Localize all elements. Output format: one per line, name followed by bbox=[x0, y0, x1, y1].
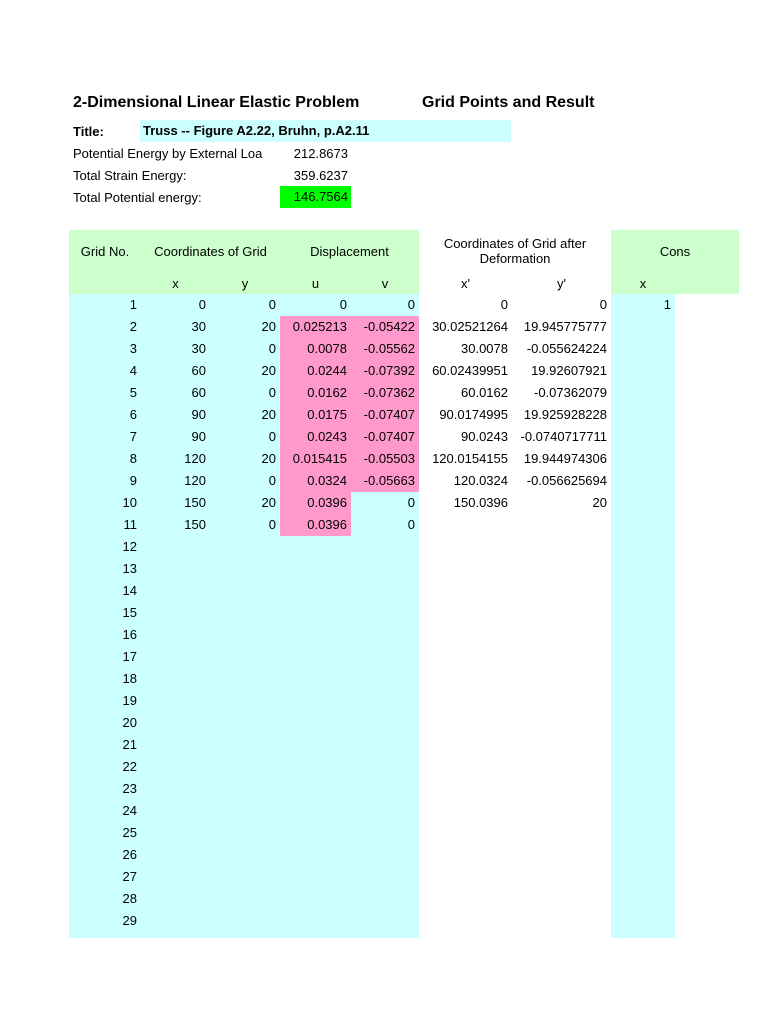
cell-y[interactable] bbox=[210, 844, 280, 866]
cell-cons-x[interactable] bbox=[611, 514, 675, 536]
cell-x-prime bbox=[419, 778, 512, 800]
cell-v[interactable]: -0.07392 bbox=[351, 360, 419, 382]
cell-v[interactable] bbox=[351, 558, 419, 580]
cell-x-prime bbox=[419, 558, 512, 580]
table-bottom-edge bbox=[69, 932, 419, 938]
cell-v[interactable] bbox=[351, 580, 419, 602]
cell-x[interactable]: 90 bbox=[141, 404, 210, 426]
cell-y[interactable] bbox=[210, 866, 280, 888]
cell-cons-x[interactable] bbox=[611, 646, 675, 668]
cell-y[interactable] bbox=[210, 668, 280, 690]
subheader-u: u bbox=[280, 272, 351, 294]
cell-grid-no: 9 bbox=[69, 470, 141, 492]
cell-v[interactable] bbox=[351, 646, 419, 668]
cell-y-prime bbox=[512, 602, 611, 624]
cell-u[interactable]: 0.0243 bbox=[280, 426, 351, 448]
cell-v[interactable]: 0 bbox=[351, 492, 419, 514]
col-header-coords-after: Coordinates of Grid after Deformation bbox=[443, 236, 587, 266]
cell-grid-no: 16 bbox=[69, 624, 141, 646]
cell-grid-no: 25 bbox=[69, 822, 141, 844]
cell-y[interactable] bbox=[210, 756, 280, 778]
cell-x-prime bbox=[419, 646, 512, 668]
cell-grid-no: 29 bbox=[69, 910, 141, 932]
cell-grid-no: 24 bbox=[69, 800, 141, 822]
cell-grid-no: 28 bbox=[69, 888, 141, 910]
cell-y-prime bbox=[512, 844, 611, 866]
cell-cons-x[interactable] bbox=[611, 712, 675, 734]
cell-grid-no: 5 bbox=[69, 382, 141, 404]
cell-cons-x[interactable] bbox=[611, 800, 675, 822]
cell-grid-no: 19 bbox=[69, 690, 141, 712]
cell-v[interactable]: -0.05503 bbox=[351, 448, 419, 470]
cell-cons-x[interactable] bbox=[611, 426, 675, 448]
cell-u[interactable]: 0.025213 bbox=[280, 316, 351, 338]
cell-x[interactable] bbox=[141, 800, 210, 822]
cell-x[interactable]: 0 bbox=[141, 294, 210, 316]
cell-x-prime: 30.0078 bbox=[461, 341, 508, 356]
cell-y[interactable] bbox=[210, 734, 280, 756]
cell-grid-no: 4 bbox=[69, 360, 141, 382]
cell-y[interactable] bbox=[210, 536, 280, 558]
cell-y-prime bbox=[512, 778, 611, 800]
col-header-coordinates: Coordinates of Grid bbox=[141, 230, 280, 272]
pe-external-label: Potential Energy by External Loa bbox=[73, 146, 263, 161]
cell-v[interactable] bbox=[351, 668, 419, 690]
cell-x-prime bbox=[419, 668, 512, 690]
cell-y-prime: 19.92607921 bbox=[531, 363, 607, 378]
cell-cons-x[interactable] bbox=[611, 602, 675, 624]
cell-y-prime bbox=[512, 910, 611, 932]
cell-u[interactable] bbox=[280, 624, 351, 646]
cell-v[interactable] bbox=[351, 778, 419, 800]
cell-v[interactable] bbox=[351, 536, 419, 558]
cell-y-prime: -0.07362079 bbox=[533, 385, 607, 400]
total-pe-label: Total Potential energy: bbox=[73, 190, 202, 205]
cell-v[interactable]: -0.05562 bbox=[351, 338, 419, 360]
cell-x[interactable]: 90 bbox=[141, 426, 210, 448]
cell-x-prime bbox=[419, 712, 512, 734]
cell-cons-x[interactable] bbox=[611, 404, 675, 426]
cell-cons-x[interactable] bbox=[611, 382, 675, 404]
cell-y[interactable] bbox=[210, 602, 280, 624]
cell-y[interactable] bbox=[210, 778, 280, 800]
cell-x-prime bbox=[419, 734, 512, 756]
cell-x[interactable] bbox=[141, 558, 210, 580]
cell-y-prime bbox=[512, 800, 611, 822]
cell-y[interactable] bbox=[210, 822, 280, 844]
cell-cons-x[interactable] bbox=[611, 580, 675, 602]
cell-v[interactable] bbox=[351, 910, 419, 932]
cell-x-prime bbox=[419, 536, 512, 558]
cell-y-prime: -0.0740717711 bbox=[520, 429, 607, 444]
cell-x[interactable]: 60 bbox=[141, 360, 210, 382]
cell-y-prime: 19.945775777 bbox=[523, 319, 607, 334]
cell-y[interactable] bbox=[210, 580, 280, 602]
cell-y-prime bbox=[512, 624, 611, 646]
cell-grid-no: 27 bbox=[69, 866, 141, 888]
cell-u[interactable] bbox=[280, 536, 351, 558]
cell-x-prime bbox=[419, 514, 512, 536]
cell-v[interactable] bbox=[351, 888, 419, 910]
cell-u[interactable]: 0.0162 bbox=[280, 382, 351, 404]
subheader-y-prime: y' bbox=[557, 275, 566, 291]
subheader-y: y bbox=[210, 272, 280, 294]
cell-y-prime bbox=[512, 756, 611, 778]
cell-u[interactable] bbox=[280, 558, 351, 580]
cell-x-prime: 30.02521264 bbox=[432, 319, 508, 334]
title-value-cell[interactable]: Truss -- Figure A2.22, Bruhn, p.A2.11 bbox=[140, 120, 511, 142]
cell-x[interactable] bbox=[141, 822, 210, 844]
cell-grid-no: 17 bbox=[69, 646, 141, 668]
cell-grid-no: 12 bbox=[69, 536, 141, 558]
cell-cons-x[interactable] bbox=[611, 360, 675, 382]
cell-x-prime: 90.0243 bbox=[461, 429, 508, 444]
cell-grid-no: 7 bbox=[69, 426, 141, 448]
cell-y[interactable]: 0 bbox=[210, 294, 280, 316]
cell-u[interactable] bbox=[280, 712, 351, 734]
cell-x-prime: 120.0324 bbox=[453, 473, 508, 488]
col-header-grid-no: Grid No. bbox=[69, 230, 141, 272]
cell-y-prime bbox=[512, 888, 611, 910]
cell-u[interactable] bbox=[280, 756, 351, 778]
cell-y-prime bbox=[512, 580, 611, 602]
cell-x[interactable] bbox=[141, 910, 210, 932]
cell-u[interactable] bbox=[280, 866, 351, 888]
cell-x[interactable] bbox=[141, 646, 210, 668]
cell-grid-no: 26 bbox=[69, 844, 141, 866]
cell-x[interactable] bbox=[141, 580, 210, 602]
cell-u[interactable] bbox=[280, 690, 351, 712]
cell-y[interactable]: 0 bbox=[210, 382, 280, 404]
cell-y[interactable] bbox=[210, 910, 280, 932]
cell-y-prime: 20 bbox=[592, 495, 607, 510]
cell-cons-x[interactable] bbox=[611, 492, 675, 514]
cell-grid-no: 13 bbox=[69, 558, 141, 580]
cell-x[interactable] bbox=[141, 624, 210, 646]
cell-y[interactable] bbox=[210, 800, 280, 822]
cell-y-prime bbox=[512, 734, 611, 756]
cell-cons-x[interactable] bbox=[611, 888, 675, 910]
cell-y[interactable] bbox=[210, 646, 280, 668]
sheet-title: 2-Dimensional Linear Elastic Problem bbox=[73, 94, 360, 111]
cell-y[interactable] bbox=[210, 888, 280, 910]
cell-grid-no: 15 bbox=[69, 602, 141, 624]
cell-x[interactable]: 120 bbox=[141, 448, 210, 470]
cell-u[interactable] bbox=[280, 668, 351, 690]
cell-y-prime bbox=[512, 536, 611, 558]
cell-u[interactable] bbox=[280, 580, 351, 602]
strain-energy-value[interactable]: 359.6237 bbox=[293, 168, 348, 183]
cell-u[interactable] bbox=[280, 734, 351, 756]
cell-u[interactable]: 0.0244 bbox=[280, 360, 351, 382]
cell-x[interactable]: 150 bbox=[141, 492, 210, 514]
cell-y-prime bbox=[512, 514, 611, 536]
cell-y[interactable] bbox=[210, 558, 280, 580]
cell-x-prime: 120.0154155 bbox=[432, 451, 508, 466]
cell-x[interactable] bbox=[141, 602, 210, 624]
cell-grid-no: 3 bbox=[69, 338, 141, 360]
title-label: Title: bbox=[73, 124, 104, 139]
cell-x-prime bbox=[419, 756, 512, 778]
cell-cons-x[interactable] bbox=[611, 316, 675, 338]
cell-x-prime bbox=[419, 888, 512, 910]
col-header-cons: Cons bbox=[611, 230, 739, 272]
cell-y-prime: 0 bbox=[599, 297, 607, 312]
cell-grid-no: 1 bbox=[69, 294, 141, 316]
subheader-v: v bbox=[351, 272, 419, 294]
cell-u[interactable]: 0.0324 bbox=[280, 470, 351, 492]
subheader-x-prime: x' bbox=[461, 275, 470, 291]
cell-cons-x[interactable] bbox=[611, 734, 675, 756]
cell-y[interactable] bbox=[210, 690, 280, 712]
cell-y-prime bbox=[512, 668, 611, 690]
cell-cons-x[interactable] bbox=[611, 448, 675, 470]
cell-x[interactable] bbox=[141, 536, 210, 558]
cell-y-prime bbox=[512, 866, 611, 888]
cell-y-prime: -0.056625694 bbox=[526, 473, 607, 488]
strain-energy-label: Total Strain Energy: bbox=[73, 168, 187, 183]
cell-u[interactable]: 0.0175 bbox=[280, 404, 351, 426]
cell-y[interactable]: 0 bbox=[210, 514, 280, 536]
cell-v[interactable] bbox=[351, 800, 419, 822]
cell-cons-x[interactable]: 1 bbox=[611, 294, 675, 316]
cell-cons-x[interactable] bbox=[611, 778, 675, 800]
cell-cons-x[interactable] bbox=[611, 910, 675, 932]
cell-cons-x[interactable] bbox=[611, 558, 675, 580]
cell-x-prime bbox=[419, 580, 512, 602]
cell-y[interactable]: 0 bbox=[210, 426, 280, 448]
cell-y[interactable]: 20 bbox=[210, 492, 280, 514]
cell-x-prime bbox=[419, 844, 512, 866]
cell-x[interactable] bbox=[141, 756, 210, 778]
subheader-cons-x: x bbox=[611, 272, 675, 294]
cell-grid-no: 2 bbox=[69, 316, 141, 338]
cell-grid-no: 22 bbox=[69, 756, 141, 778]
cell-x-prime bbox=[419, 822, 512, 844]
cell-y[interactable]: 20 bbox=[210, 404, 280, 426]
cell-y-prime bbox=[512, 646, 611, 668]
cell-x[interactable]: 30 bbox=[141, 316, 210, 338]
cell-x-prime bbox=[419, 624, 512, 646]
cell-u[interactable]: 0.015415 bbox=[280, 448, 351, 470]
cell-v[interactable]: -0.05663 bbox=[351, 470, 419, 492]
cell-v[interactable] bbox=[351, 844, 419, 866]
cell-x[interactable]: 60 bbox=[141, 382, 210, 404]
cell-x[interactable] bbox=[141, 734, 210, 756]
cell-y[interactable]: 20 bbox=[210, 316, 280, 338]
cell-y-prime bbox=[512, 822, 611, 844]
cell-y[interactable]: 0 bbox=[210, 338, 280, 360]
cell-x-prime bbox=[419, 910, 512, 932]
cell-y-prime bbox=[512, 712, 611, 734]
cell-v[interactable] bbox=[351, 756, 419, 778]
cell-x-prime bbox=[419, 690, 512, 712]
cell-u[interactable] bbox=[280, 844, 351, 866]
cell-grid-no: 23 bbox=[69, 778, 141, 800]
cell-y-prime bbox=[512, 690, 611, 712]
cell-v[interactable] bbox=[351, 624, 419, 646]
cell-x-prime bbox=[419, 866, 512, 888]
cell-x[interactable]: 150 bbox=[141, 514, 210, 536]
cell-cons-x[interactable] bbox=[611, 668, 675, 690]
cell-x[interactable]: 30 bbox=[141, 338, 210, 360]
cell-y-prime: 19.925928228 bbox=[523, 407, 607, 422]
cell-cons-x[interactable] bbox=[611, 470, 675, 492]
cell-x[interactable] bbox=[141, 866, 210, 888]
cell-v[interactable] bbox=[351, 866, 419, 888]
cell-y[interactable]: 20 bbox=[210, 360, 280, 382]
cell-y-prime: 19.944974306 bbox=[523, 451, 607, 466]
cell-u[interactable] bbox=[280, 602, 351, 624]
cell-cons-x[interactable] bbox=[611, 866, 675, 888]
cell-u[interactable] bbox=[280, 778, 351, 800]
cell-v[interactable]: 0 bbox=[351, 514, 419, 536]
table-bottom-edge bbox=[611, 932, 675, 938]
cell-y-prime: -0.055624224 bbox=[526, 341, 607, 356]
cell-x[interactable] bbox=[141, 888, 210, 910]
cell-x-prime bbox=[419, 800, 512, 822]
cell-cons-x[interactable] bbox=[611, 338, 675, 360]
cell-x-prime: 0 bbox=[500, 297, 508, 312]
cell-v[interactable]: -0.05422 bbox=[351, 316, 419, 338]
cell-v[interactable]: -0.07407 bbox=[351, 404, 419, 426]
cell-x-prime: 60.0162 bbox=[461, 385, 508, 400]
cell-u[interactable] bbox=[280, 910, 351, 932]
section-title: Grid Points and Result bbox=[422, 94, 595, 111]
cell-x-prime: 60.02439951 bbox=[432, 363, 508, 378]
cell-x[interactable] bbox=[141, 778, 210, 800]
cell-grid-no: 8 bbox=[69, 448, 141, 470]
cell-x[interactable]: 120 bbox=[141, 470, 210, 492]
cell-y[interactable] bbox=[210, 712, 280, 734]
cell-x[interactable] bbox=[141, 690, 210, 712]
cell-y[interactable]: 0 bbox=[210, 470, 280, 492]
cell-grid-no: 6 bbox=[69, 404, 141, 426]
cell-v[interactable] bbox=[351, 712, 419, 734]
cell-cons-x[interactable] bbox=[611, 536, 675, 558]
pe-external-value[interactable]: 212.8673 bbox=[293, 146, 348, 161]
cell-y-prime bbox=[512, 558, 611, 580]
cell-grid-no: 11 bbox=[69, 514, 141, 536]
cell-u[interactable]: 0.0396 bbox=[280, 492, 351, 514]
cell-y[interactable] bbox=[210, 624, 280, 646]
cell-v[interactable] bbox=[351, 602, 419, 624]
cell-y[interactable]: 20 bbox=[210, 448, 280, 470]
cell-u[interactable] bbox=[280, 822, 351, 844]
cell-cons-x[interactable] bbox=[611, 822, 675, 844]
cell-u[interactable] bbox=[280, 646, 351, 668]
cell-grid-no: 20 bbox=[69, 712, 141, 734]
col-header-displacement: Displacement bbox=[280, 230, 419, 272]
total-pe-value[interactable]: 146.7564 bbox=[280, 186, 351, 208]
subheader-x: x bbox=[141, 272, 210, 294]
cell-cons-x[interactable] bbox=[611, 844, 675, 866]
cell-v[interactable] bbox=[351, 822, 419, 844]
cell-v[interactable]: -0.07362 bbox=[351, 382, 419, 404]
cell-v[interactable]: 0 bbox=[351, 294, 419, 316]
cell-cons-x[interactable] bbox=[611, 756, 675, 778]
cell-x-prime: 150.0396 bbox=[453, 495, 508, 510]
cell-u[interactable]: 0 bbox=[280, 294, 351, 316]
cell-u[interactable]: 0.0078 bbox=[280, 338, 351, 360]
cell-v[interactable] bbox=[351, 734, 419, 756]
cell-grid-no: 10 bbox=[69, 492, 141, 514]
cell-x[interactable] bbox=[141, 844, 210, 866]
cell-u[interactable] bbox=[280, 800, 351, 822]
cell-grid-no: 14 bbox=[69, 580, 141, 602]
cell-cons-x[interactable] bbox=[611, 624, 675, 646]
cell-cons-x[interactable] bbox=[611, 690, 675, 712]
cell-u[interactable]: 0.0396 bbox=[280, 514, 351, 536]
cell-grid-no: 18 bbox=[69, 668, 141, 690]
cell-x-prime: 90.0174995 bbox=[439, 407, 508, 422]
cell-x[interactable] bbox=[141, 712, 210, 734]
cell-x-prime bbox=[419, 602, 512, 624]
cell-u[interactable] bbox=[280, 888, 351, 910]
cell-v[interactable] bbox=[351, 690, 419, 712]
cell-x[interactable] bbox=[141, 668, 210, 690]
cell-v[interactable]: -0.07407 bbox=[351, 426, 419, 448]
cell-grid-no: 21 bbox=[69, 734, 141, 756]
